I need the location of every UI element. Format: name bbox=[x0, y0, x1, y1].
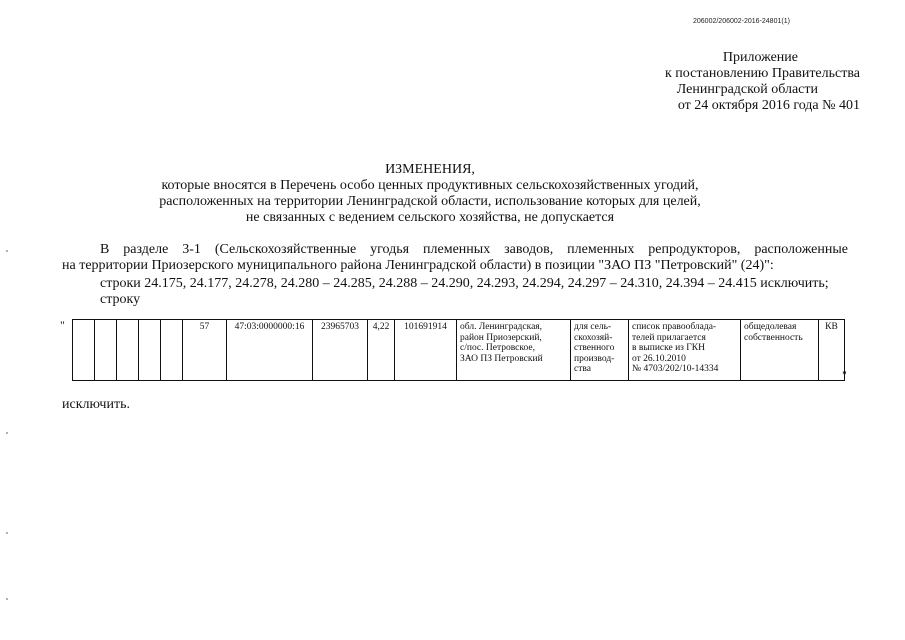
exclude-statement: исключить. bbox=[62, 397, 130, 412]
scan-mark bbox=[6, 432, 8, 434]
scan-mark bbox=[6, 598, 8, 600]
location-cell bbox=[457, 320, 571, 381]
purpose-cell bbox=[571, 320, 629, 381]
empty-cell-3 bbox=[117, 320, 139, 381]
table-row bbox=[73, 320, 845, 381]
empty-cell-4 bbox=[139, 320, 161, 381]
value-cell: 101691914 bbox=[395, 320, 457, 381]
purpose-line-2: скохозяй- bbox=[574, 332, 613, 343]
rights-holders-cell bbox=[629, 320, 741, 381]
quote-open-mark: " bbox=[60, 318, 65, 332]
cadastral-number-cell: 47:03:0000000:16 bbox=[227, 320, 313, 381]
score-cell: 4,22 bbox=[368, 320, 395, 381]
quote-close-mark: " bbox=[842, 368, 847, 382]
document-heading bbox=[120, 162, 740, 226]
purpose-line-5: ства bbox=[574, 364, 591, 374]
section-paragraph bbox=[62, 242, 848, 274]
location-line-1: обл. Ленинградская, bbox=[460, 322, 543, 332]
paragraph-line-2: на территории Приозерского муниципального района Ленинградской области) в позиции "ЗАО ПЗ "Петровский" (24)": bbox=[62, 258, 774, 273]
empty-cell-5 bbox=[161, 320, 183, 381]
appendix-line-3: Ленинградской области bbox=[676, 82, 818, 97]
row-word: строку bbox=[100, 292, 141, 307]
heading-line-4: не связанных с ведением сельского хозяйства, не допускается bbox=[245, 210, 615, 225]
document-number: 206002/206002-2016-24801(1) bbox=[693, 18, 790, 25]
ownership-cell bbox=[741, 320, 819, 381]
record-table bbox=[72, 319, 845, 381]
rights-line-5: № 4703/202/10-14334 bbox=[632, 364, 719, 374]
code-cell: КВ bbox=[819, 320, 845, 381]
appendix-line-4: от 24 октября 2016 года № 401 bbox=[677, 98, 860, 113]
location-line-4: ЗАО ПЗ Петровский bbox=[460, 353, 543, 364]
appendix-line-2: к постановлению Правительства bbox=[664, 66, 860, 81]
rights-line-1: список правообладa- bbox=[632, 322, 717, 332]
empty-cell-1 bbox=[73, 320, 95, 381]
purpose-line-3: ственного bbox=[574, 343, 615, 353]
row-number-cell: 57 bbox=[183, 320, 227, 381]
strings-exclude-line: строки 24.175, 24.177, 24.278, 24.280 – 24.285, 24.288 – 24.290, 24.293, 24.294, 24.297 – 24.310, 24.394 – 24.415 исключить; bbox=[100, 276, 829, 291]
heading-title: ИЗМЕНЕНИЯ, bbox=[385, 162, 475, 177]
purpose-line-1: для сель- bbox=[574, 322, 612, 332]
ownership-line-1: общедолевая bbox=[744, 322, 797, 332]
heading-line-2: которые вносятся в Перечень особо ценных продуктивных сельскохозяйственных угодий, bbox=[161, 178, 699, 193]
rights-line-2: телей прилагается bbox=[632, 332, 706, 343]
scan-mark bbox=[6, 250, 8, 252]
ownership-line-2: собственность bbox=[744, 332, 803, 343]
scan-mark bbox=[6, 532, 8, 534]
location-line-3: с/пос. Петровское, bbox=[460, 343, 535, 353]
rights-line-3: в выписке из ГКН bbox=[632, 343, 705, 353]
appendix-line-1: Приложение bbox=[722, 50, 798, 65]
paragraph-line-1: В разделе 3-1 (Сельскохозяйственные угодья племенных заводов, племенных репродукторов, расположенные bbox=[100, 242, 848, 257]
appendix-block bbox=[640, 50, 860, 114]
rights-line-4: от 26.10.2010 bbox=[632, 353, 686, 364]
empty-cell-2 bbox=[95, 320, 117, 381]
heading-line-3: расположенных на территории Ленинградской области, использование которых для целей, bbox=[159, 194, 701, 209]
purpose-line-4: производ- bbox=[574, 353, 615, 364]
area-cell: 23965703 bbox=[313, 320, 368, 381]
location-line-2: район Приозерский, bbox=[460, 332, 542, 343]
